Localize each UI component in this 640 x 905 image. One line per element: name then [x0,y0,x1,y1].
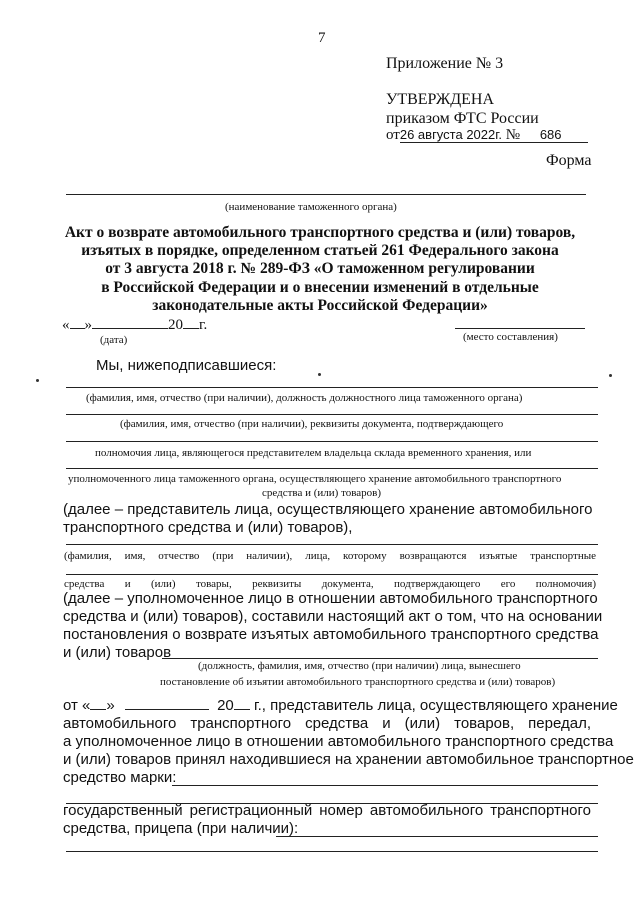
customs-caption: (наименование таможенного органа) [225,201,397,213]
body-rep-line-2: транспортного средства и (или) товаров), [63,519,353,536]
place-caption: (место составления) [463,331,558,343]
page-number: 7 [318,30,326,46]
decree-caption-1: (должность, фамилия, имя, отчество (при наличии) лица, вынесшего [198,660,521,672]
order-number: 686 [539,127,562,142]
scan-speck [36,379,39,382]
scan-speck [318,373,321,376]
date-caption: (дата) [100,334,128,346]
representative-field-3[interactable] [66,468,598,469]
order-date: 26 августа 2022г. [399,127,502,142]
rep-caption-4: средства и (или) товаров) [262,487,382,499]
from-close-quote: » [106,697,115,714]
scan-speck [609,374,612,377]
from-year-prefix: 20 [217,697,234,714]
from-rest: г., представитель лица, осуществляющего хранение [253,697,618,714]
registration-number-field-2[interactable] [66,851,598,852]
recv-caption-1: (фамилия, имя, отчество (при наличии), лица, которому возвращаются изъятые транспортные [64,550,596,562]
decree-caption-2: постановление об изъятии автомобильного транспортного средства и (или) товаров) [160,676,556,688]
from-prefix: от « [63,697,91,714]
from-month-blank[interactable] [125,697,209,710]
registration-number-field[interactable] [276,836,598,837]
date-open-quote: « [62,317,70,333]
place-field[interactable] [455,328,585,329]
year-blank[interactable] [183,316,199,329]
number-prefix: № [505,127,521,143]
body-rep-line-1: (далее – представитель лица, осуществляющего хранение автомобильного [63,501,593,518]
vehicle-make-field[interactable] [172,785,598,786]
date-prefix: от [386,127,400,143]
from-date-line [63,697,618,714]
from-year-blank[interactable] [234,697,250,710]
order-line: приказом ФТС России [386,110,539,127]
rep-caption-1: (фамилия, имя, отчество (при наличии), реквизиты документа, подтверждающего [120,418,504,430]
date-close-quote: » [84,317,92,333]
order-date-underline [400,142,588,143]
intro-text: Мы, нижеподписавшиеся: [96,357,277,374]
month-blank[interactable] [92,316,168,329]
body-reg-line-2: средства, прицепа (при наличии): [63,820,299,837]
rep-caption-2: полномочия лица, являющегося представителем владельца склада временного хранения, или [95,447,532,459]
year-suffix: г. [199,317,208,333]
act-title-line: Акт о возврате автомобильного транспортного средства и (или) товаров, [64,224,576,241]
customs-name-field[interactable] [66,194,586,195]
form-label: Форма [546,152,592,169]
representative-field-2[interactable] [66,441,598,442]
official-field[interactable] [66,387,598,388]
receiver-field-2[interactable] [66,574,598,575]
representative-field[interactable] [66,414,598,415]
decree-author-field[interactable] [162,658,598,659]
act-title-line: законодательные акты Российской Федерации» [152,296,488,314]
body-auth-line-1: (далее – уполномоченное лицо в отношении автомобильного транспортного [63,590,598,607]
body-auth-line-4: и (или) товаров [63,644,172,661]
official-caption: (фамилия, имя, отчество (при наличии), должность должностного лица таможенного органа) [86,392,523,404]
body-from-line-4: и (или) товаров принял находившиеся на хранении автомобильное транспортное [63,751,634,768]
body-from-line-5: средство марки: [63,769,177,786]
body-from-line-2: автомобильного транспортного средства и (или) товаров, передал, [63,715,591,732]
body-reg-line-1: государственный регистрационный номер автомобильного транспортного [63,802,591,819]
appendix-title: Приложение № 3 [386,55,504,72]
receiver-field[interactable] [66,544,598,545]
body-auth-line-2: средства и (или) товаров), составили настоящий акт о том, что на основании [63,608,603,625]
act-title-line: от 3 августа 2018 г. № 289-ФЗ «О таможенном регулировании [105,260,535,278]
from-day-blank[interactable] [90,697,106,710]
act-title-line: в Российской Федерации и о внесении изменений в отдельные [101,278,539,296]
year-prefix: 20 [168,317,183,333]
approved-label: УТВЕРЖДЕНА [386,91,495,108]
body-from-line-3: а уполномоченное лицо в отношении автомобильного транспортного средства [63,733,614,750]
date-field [62,316,207,334]
day-blank[interactable] [70,316,85,329]
rep-caption-3: уполномоченного лица таможенного органа, осуществляющего хранение автомобильного транспортного [68,473,562,485]
act-title [40,224,600,315]
body-auth-line-3: постановления о возврате изъятых автомобильного транспортного средства [63,626,599,643]
recv-caption-2: средства и (или) товары, реквизиты документа, подтверждающего его полномочия) [64,578,596,590]
act-title-line: изъятых в порядке, определенном статьей 261 Федерального закона [81,242,559,260]
